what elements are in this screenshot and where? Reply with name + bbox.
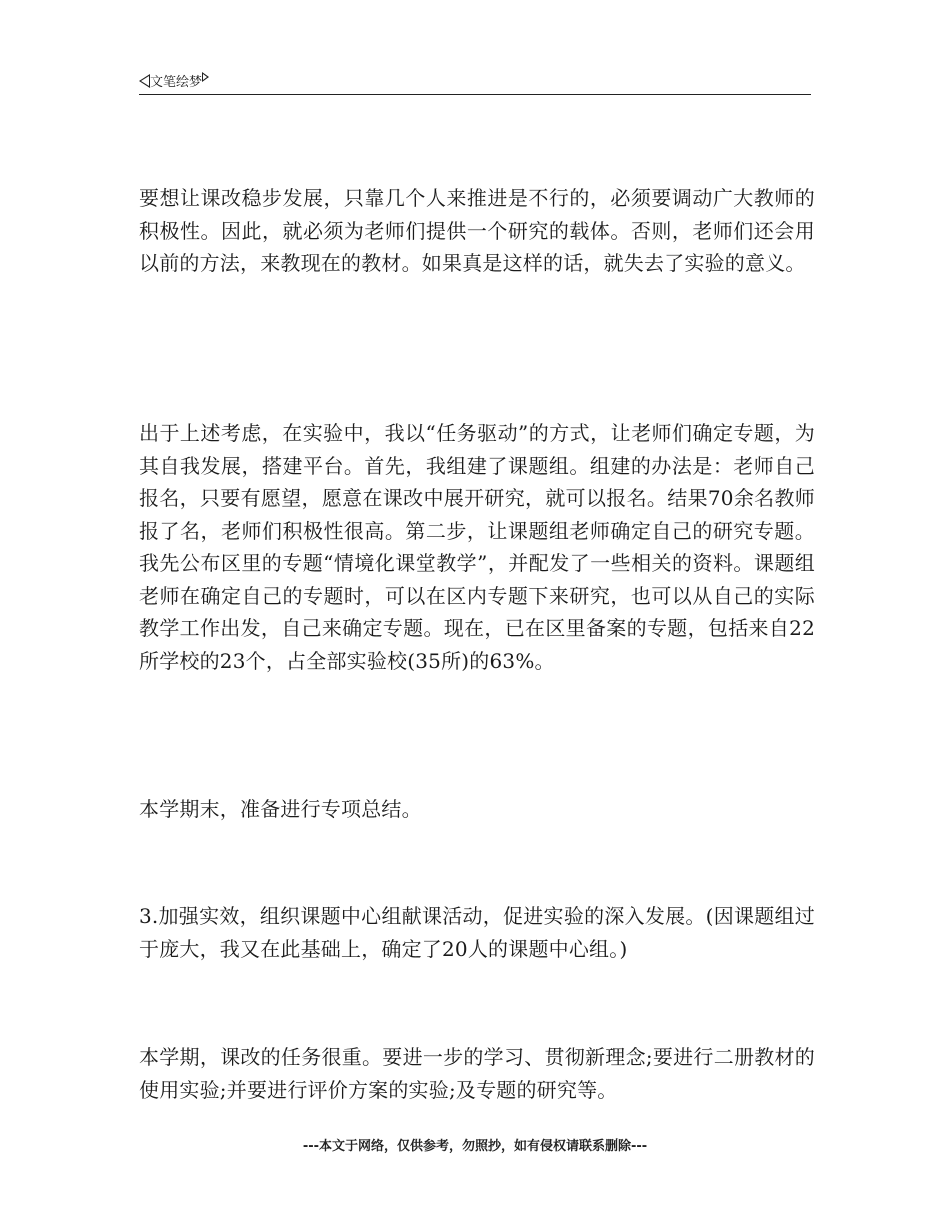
paragraph-5: 本学期，课改的任务很重。要进一步的学习、贯彻新理念;要进行二册教材的使用实验;并要进行评价方案的实验;及专题的研究等。 <box>139 1045 815 1102</box>
right-triangle-icon <box>202 72 209 82</box>
paragraph-1: 要想让课改稳步发展，只靠几个人来推进是不行的，必须要调动广大教师的积极性。因此，就必须为老师们提供一个研究的载体。否则，老师们还会用以前的方法，来教现在的教材。如果真是这样的话，就失去了实验的意义。 <box>139 186 815 275</box>
paragraph-2: 出于上述考虑，在实验中，我以“任务驱动”的方式，让老师们确定专题，为其自我发展，搭建平台。首先，我组建了课题组。组建的办法是：老师自己报名，只要有愿望，愿意在课改中展开研究，就可以报名。结果70余名教师报了名，老师们积极性很高。第二步，让课题组老师确定自己的研究专题。我先公布区里的专题“情境化课堂教学”，并配发了一些相关的资料。课题组老师在确定自己的专题时，可以在区内专题下来研究，也可以从自己的实际教学工作出发，自己来确定专题。现在，已在区里备案的专题，包括来自22所学校的23个，占全部实验校(35所)的63%。 <box>139 421 815 673</box>
page-header <box>139 72 811 95</box>
paragraph-4: 3.加强实效，组织课题中心组献课活动，促进实验的深入发展。(因课题组过于庞大，我又在此基础上，确定了20人的课题中心组。) <box>139 904 815 961</box>
header-title: 文笔绘梦 <box>150 75 203 90</box>
page-footer: ---本文于网络，仅供参考，勿照抄，如有侵权请联系删除--- <box>302 1139 648 1154</box>
left-triangle-icon <box>139 74 150 88</box>
paragraph-3: 本学期末，准备进行专项总结。 <box>139 797 422 821</box>
